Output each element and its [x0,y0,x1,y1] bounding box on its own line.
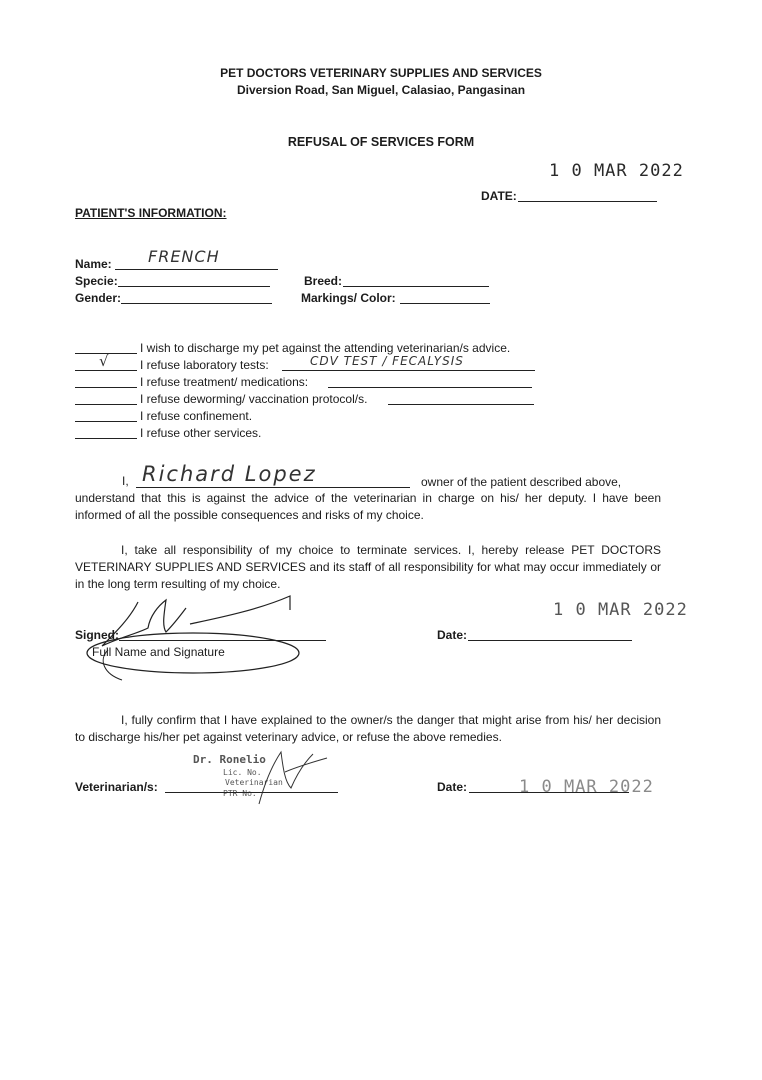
form-title: REFUSAL OF SERVICES FORM [287,135,475,149]
signature-date-stamp: 1 0 MAR 2022 [553,600,688,620]
vet-stamp-name: Dr. Ronelio [193,753,266,766]
lab-tests-check: √ [99,352,109,370]
vet-stamp-lic: Lic. No. [223,768,262,777]
deworming-option: I refuse deworming/ vaccination protocol/s. [140,392,368,406]
specie-label: Specie: [75,274,118,288]
deworming-line [388,404,534,405]
owner-para1: understand that this is against the advice of the veterinarian in charge on his/ her deputy. I have been informed of all the possible consequences and risks of my choice. [75,491,661,522]
owner-name-line [136,487,410,488]
vet-stamp [193,748,333,818]
signature-date-line [468,640,632,641]
lab-tests-line [282,370,535,371]
vet-date-label: Date: [437,780,468,794]
company-address: Diversion Road, San Miguel, Calasiao, Pangasinan [236,83,526,97]
date-line [518,201,657,202]
date-stamp-top: 1 0 MAR 2022 [549,161,684,181]
vet-stamp-ptr: PTR No. [223,789,257,798]
company-name: PET DOCTORS VETERINARY SUPPLIES AND SERVICES [220,66,542,80]
vet-para: I, fully confirm that I have explained to the owner/s the danger that might arise from his/ her decision to discharge his/her pet against veterinary advice, or refuse the above remedies. [75,713,661,744]
owner-name: Richard Lopez [142,462,317,486]
vet-date-stamp: 1 0 MAR 2022 [519,777,654,797]
name-line [115,269,278,270]
gender-label: Gender: [75,291,122,305]
full-name-label: Full Name and Signature [92,645,225,659]
lab-tests-option: I refuse laboratory tests: [140,358,269,372]
vet-signature [251,748,331,812]
owner-para2: I, take all responsibility of my choice to terminate services. I, hereby release PET DOCTORS VETERINARY SUPPLIES AND SERVICES and its staff of all responsibility for what may occur immediately or in the long term resulting of my choice. [75,543,661,591]
specie-line [118,286,270,287]
patient-info-title: PATIENT'S INFORMATION: [75,206,227,220]
breed-label: Breed: [304,274,343,288]
discharge-option: I wish to discharge my pet against the attending veterinarian/s advice. [140,341,511,355]
confinement-option: I refuse confinement. [140,409,253,423]
treatment-line [328,387,532,388]
name-label: Name: [75,257,112,271]
confinement-blank [75,421,137,422]
gender-line [121,303,272,304]
signed-label: Signed: [75,628,119,642]
markings-label: Markings/ Color: [301,291,396,305]
vet-stamp-title: Veterinarian [225,778,283,787]
other-option: I refuse other services. [140,426,262,440]
lab-tests-blank [75,370,137,371]
date-label: DATE: [481,189,517,203]
treatment-blank [75,387,137,388]
treatment-option: I refuse treatment/ medications: [140,375,309,389]
markings-line [400,303,490,304]
owner-prefix: I, [122,474,129,488]
owner-para1-tail: owner of the patient described above, [421,475,622,489]
deworming-blank [75,404,137,405]
signature-date-label: Date: [437,628,468,642]
vet-line [165,792,338,793]
lab-tests-value: CDV TEST / FECALYSIS [310,354,464,368]
breed-line [343,286,489,287]
name-value: FRENCH [148,247,220,266]
vet-label: Veterinarian/s: [75,780,158,794]
other-blank [75,438,137,439]
